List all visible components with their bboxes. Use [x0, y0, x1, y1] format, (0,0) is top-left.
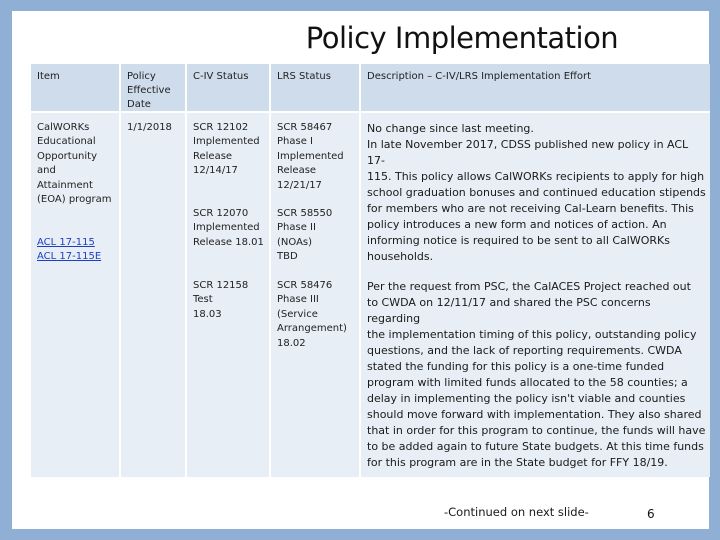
- desc-line: should move forward with implementation. They also shared: [367, 408, 702, 421]
- item-line: and: [37, 165, 56, 177]
- effective-date: 1/1/2018: [127, 122, 172, 133]
- desc-line: to be added again to future State budgets. At this time funds: [367, 440, 704, 453]
- desc-line: for this program are in the State budget for FFY 18/19.: [367, 456, 668, 469]
- description-paragraph-1: [367, 121, 707, 265]
- desc-line: informing notice is required to be sent to all CalWORKs: [367, 234, 670, 247]
- desc-line: to CWDA on 12/11/17 and shared the PSC concerns regarding: [367, 296, 651, 325]
- header-lrs-status: LRS Status: [277, 71, 331, 82]
- lrs-line: Phase II: [277, 222, 316, 234]
- acl-links: [37, 236, 119, 265]
- civ-line: Release 18.01: [193, 236, 264, 248]
- column-divider: [359, 64, 361, 477]
- lrs-line: 18.02: [277, 337, 306, 349]
- desc-line: In late November 2017, CDSS published new policy in ACL 17-: [367, 138, 689, 167]
- desc-line: questions, and the lack of reporting requirements. CWDA: [367, 344, 682, 357]
- continued-note: -Continued on next slide-: [444, 505, 589, 519]
- description-cell: [367, 121, 707, 471]
- desc-line: for members who are not receiving Cal-Learn benefits. This: [367, 202, 694, 215]
- desc-line: households.: [367, 250, 434, 263]
- desc-line: the implementation timing of this policy, outstanding policy: [367, 328, 697, 341]
- desc-line: that in order for this program to continue, the funds will have: [367, 424, 706, 437]
- lrs-line: SCR 58476: [277, 280, 333, 291]
- column-divider: [185, 64, 187, 477]
- lrs-line: Phase III: [277, 294, 319, 306]
- desc-line: program with limited funds allocated to the 58 counties; a: [367, 376, 688, 389]
- civ-status-1: [193, 121, 273, 179]
- lrs-line: Implemented: [277, 150, 344, 162]
- civ-line: 12/14/17: [193, 165, 238, 177]
- lrs-line: (NOAs): [277, 236, 313, 248]
- page-title: Policy Implementation: [305, 21, 619, 55]
- column-divider: [269, 64, 271, 477]
- page-number: 6: [647, 507, 655, 521]
- table-header-row: [31, 64, 710, 111]
- lrs-status-3: [277, 279, 363, 351]
- header-civ-status: C-IV Status: [193, 71, 249, 82]
- lrs-line: Arrangement): [277, 323, 347, 335]
- desc-line: No change since last meeting.: [367, 122, 534, 135]
- lrs-line: SCR 58550: [277, 208, 333, 219]
- header-description: Description – C-IV/LRS Implementation Effort: [367, 71, 592, 82]
- table-row: [31, 113, 710, 519]
- policy-table: [31, 64, 710, 519]
- lrs-line: 12/21/17: [277, 179, 322, 191]
- desc-line: school graduation bonuses and continued education stipends: [367, 186, 706, 199]
- item-line: CalWORKs: [37, 122, 90, 133]
- civ-line: 18.03: [193, 308, 222, 320]
- acl-17-115-link[interactable]: ACL 17-115: [37, 237, 95, 248]
- civ-status-3: [193, 279, 273, 322]
- civ-line: SCR 12158: [193, 280, 249, 291]
- lrs-line: (Service: [277, 308, 318, 320]
- civ-line: Test: [193, 294, 213, 306]
- header-date-line: Date: [127, 99, 151, 110]
- header-item: Item: [37, 71, 60, 82]
- header-date-line: Policy: [127, 71, 156, 82]
- column-divider: [119, 64, 121, 477]
- civ-line: Implemented: [193, 136, 260, 148]
- lrs-line: Release: [277, 165, 317, 177]
- desc-line: stated the funding for this policy is a one-time funded: [367, 360, 665, 373]
- lrs-status-2: [277, 207, 363, 265]
- item-line: Educational: [37, 136, 96, 148]
- lrs-line: SCR 58467: [277, 122, 333, 133]
- desc-line: policy introduces a new form and notices of action. An: [367, 218, 667, 231]
- description-paragraph-2: [367, 279, 707, 471]
- desc-line: Per the request from PSC, the CalACES Project reached out: [367, 280, 691, 293]
- header-date-line: Effective: [127, 85, 171, 96]
- civ-line: Release: [193, 150, 233, 162]
- civ-line: SCR 12102: [193, 122, 249, 133]
- acl-17-115e-link[interactable]: ACL 17-115E: [37, 251, 102, 263]
- slide: [12, 11, 709, 529]
- item-cell: [37, 121, 119, 207]
- lrs-line: TBD: [277, 251, 298, 263]
- lrs-status-1: [277, 121, 363, 193]
- lrs-line: Phase I: [277, 136, 313, 148]
- civ-line: Implemented: [193, 222, 260, 234]
- item-line: (EOA) program: [37, 194, 112, 206]
- header-policy-effective-date: [127, 70, 171, 112]
- item-line: Opportunity: [37, 150, 98, 162]
- desc-line: 115. This policy allows CalWORKs recipients to apply for high: [367, 170, 705, 183]
- civ-status-2: [193, 207, 273, 250]
- desc-line: delay in implementing the policy isn't viable and counties: [367, 392, 686, 405]
- civ-line: SCR 12070: [193, 208, 249, 219]
- item-line: Attainment: [37, 179, 93, 191]
